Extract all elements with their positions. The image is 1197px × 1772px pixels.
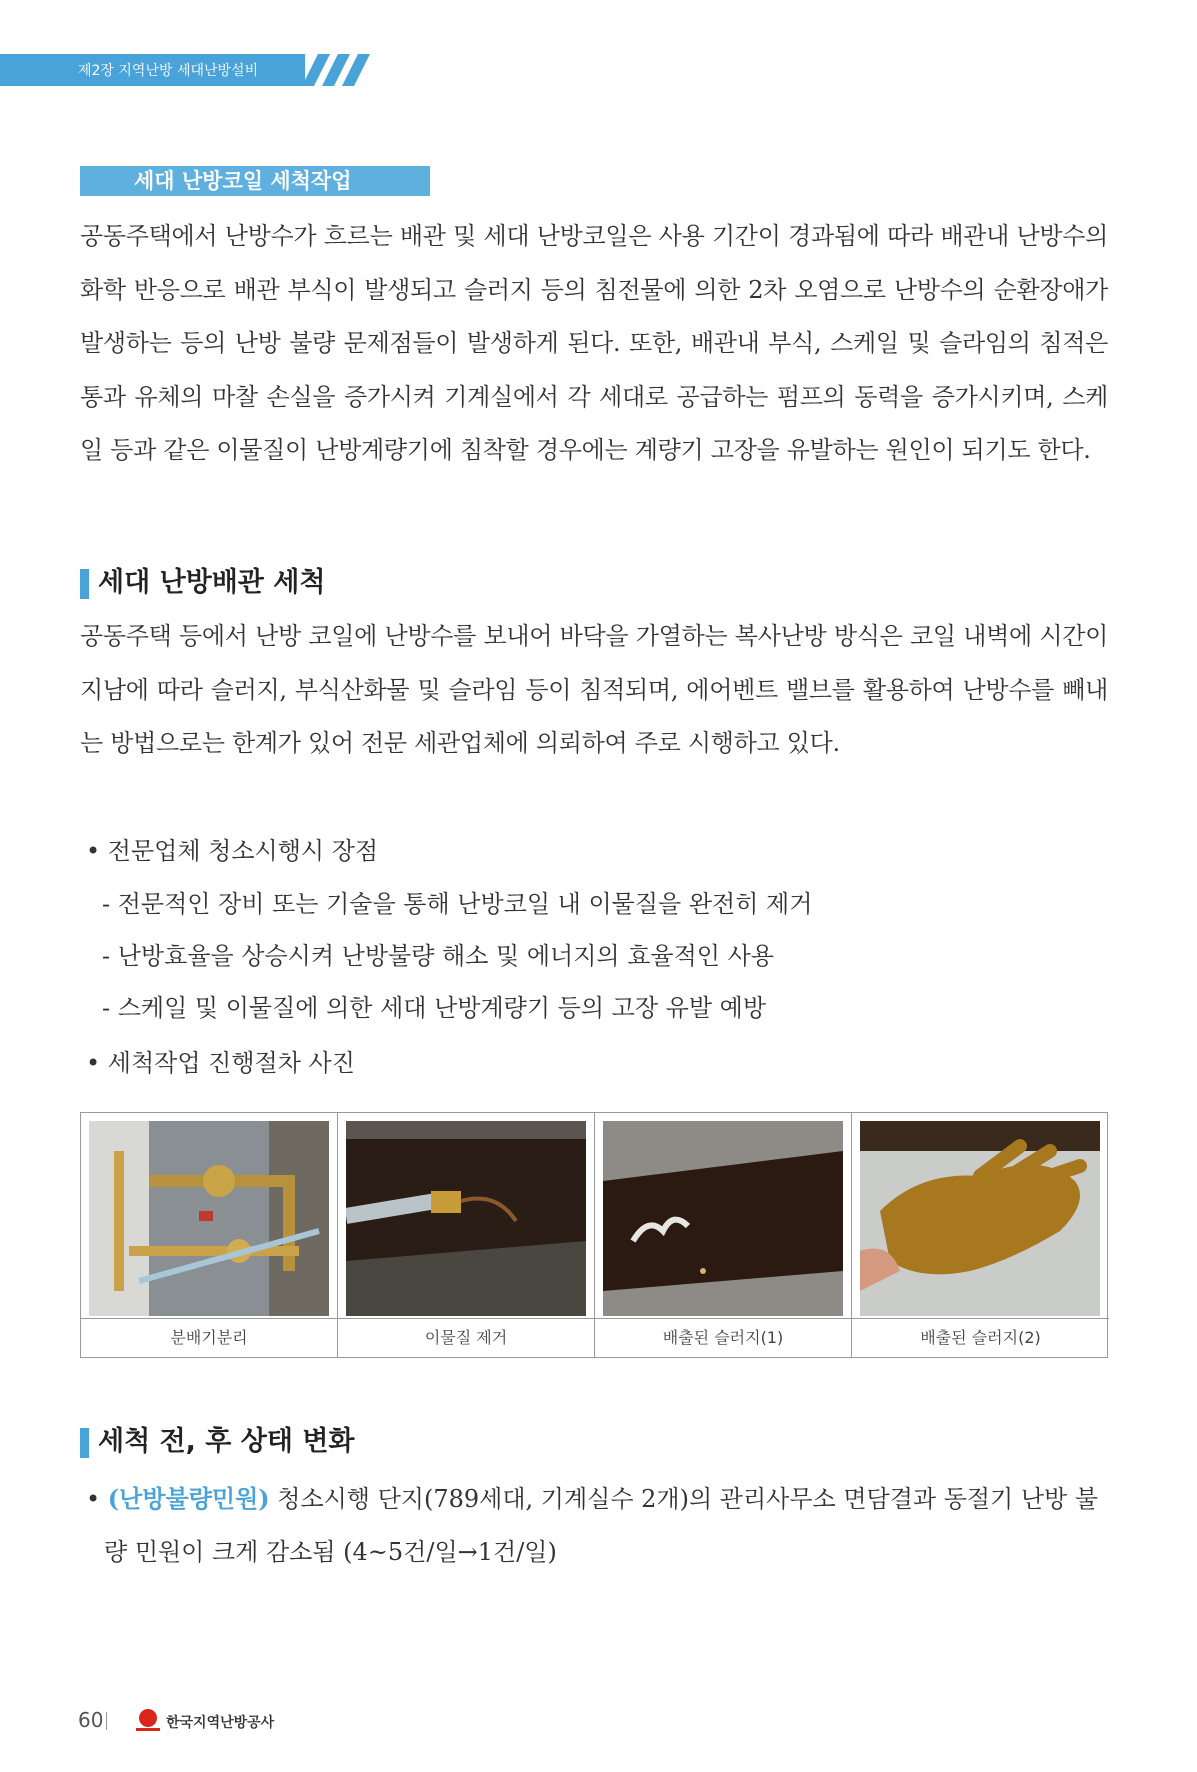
dash-mark: -: [102, 942, 118, 970]
photo-caption: 배출된 슬러지(1): [595, 1318, 851, 1357]
complaints-line-2-wrap: [104, 1536, 557, 1568]
section2-title: 세대 난방배관 세척: [98, 567, 326, 598]
bullet-complaints: [86, 1483, 1098, 1515]
complaints-line-1: 청소시행 단지(789세대, 기계실수 2개)의 관리사무소 면담결과 동절기 난방 불: [269, 1485, 1099, 1513]
photo-distributor-separation: [89, 1121, 329, 1316]
photo-debris-removal: [346, 1121, 586, 1316]
cleaning-procedure-photo-table: [80, 1112, 1108, 1358]
footer-divider: [106, 1712, 107, 1730]
photo-cell: [852, 1113, 1109, 1357]
bullet-photos-text: 세척작업 진행절차 사진: [107, 1049, 355, 1077]
dash-item: [102, 992, 766, 1024]
bullet-advantages-text: 전문업체 청소시행시 장점: [107, 837, 379, 865]
bullet-photos: [86, 1047, 355, 1079]
bullet-dot: •: [86, 837, 108, 865]
dash-item-text: 전문적인 장비 또는 기술을 통해 난방코일 내 이물질을 완전히 제거: [117, 890, 813, 918]
dash-item-text: 난방효율을 상승시켜 난방불량 해소 및 에너지의 효율적인 사용: [117, 942, 774, 970]
dash-item: [102, 940, 774, 972]
photo-caption: 배출된 슬러지(2): [852, 1318, 1109, 1357]
photo-cell: [338, 1113, 595, 1357]
section3-title: 세척 전, 후 상태 변화: [98, 1426, 355, 1457]
dash-item: [102, 888, 812, 920]
dash-item-text: 스케일 및 이물질에 의한 세대 난방계량기 등의 고장 유발 예방: [117, 994, 767, 1022]
bullet-dot: •: [86, 1049, 108, 1077]
bullet-advantages: [86, 835, 378, 867]
bullet-dot: •: [86, 1485, 108, 1513]
header-stripes-decoration: [290, 54, 370, 86]
section-heading-before-after: [80, 1425, 355, 1459]
photo-caption: 분배기분리: [81, 1318, 337, 1357]
section-title-coil-cleaning: 세대 난방코일 세척작업: [80, 166, 430, 196]
photo-cell: [81, 1113, 338, 1357]
photo-sludge-discharge-1: [603, 1121, 843, 1316]
photo-caption: 이물질 제거: [338, 1318, 594, 1357]
chapter-label: 제2장 지역난방 세대난방설비: [78, 63, 259, 79]
section1-body: 공동주택에서 난방수가 흐르는 배관 및 세대 난방코일은 사용 기간이 경과됨에 따라 배관내 난방수의 화학 반응으로 배관 부식이 발생되고 슬러지 등의 침전물에 의한 2차 오염으로 난방수의 순환장애가 발생하는 등의 난방 불량 문제점들이 발생하게 된다. 또한, 배관내 부식, 스케일 및 슬라임의 침적은 통과 유체의 마찰 손실을 증가시켜 기계실에서 각 세대로 공급하는 펌프의 동력을 증가시키며, 스케일 등과 같은 이물질이 난방계량기에 침착할 경우에는 계량기 고장을 유발하는 원인이 되기도 한다.: [80, 222, 1108, 464]
dash-mark: -: [102, 994, 118, 1022]
page-number: 60: [78, 1708, 104, 1732]
dash-mark: -: [102, 890, 118, 918]
photo-cell: [595, 1113, 852, 1357]
section-heading-pipe-cleaning: [80, 566, 325, 600]
chapter-header-band: [0, 54, 305, 86]
highlight-complaints-label: (난방불량민원): [107, 1484, 270, 1513]
photo-sludge-discharge-2: [860, 1121, 1100, 1316]
organization-name: 한국지역난방공사: [166, 1715, 275, 1731]
kdhc-logo-icon: [134, 1708, 162, 1734]
complaints-line-2: 량 민원이 크게 감소됨 (4~5건/일→1건/일): [104, 1538, 557, 1566]
section2-body: 공동주택 등에서 난방 코일에 난방수를 보내어 바닥을 가열하는 복사난방 방식은 코일 내벽에 시간이 지남에 따라 슬러지, 부식산화물 및 슬라임 등이 침적되며, 에어벤트 밸브를 활용하여 난방수를 빼내는 방법으로는 한계가 있어 전문 세관업체에 의뢰하여 주로 시행하고 있다.: [80, 622, 1108, 757]
